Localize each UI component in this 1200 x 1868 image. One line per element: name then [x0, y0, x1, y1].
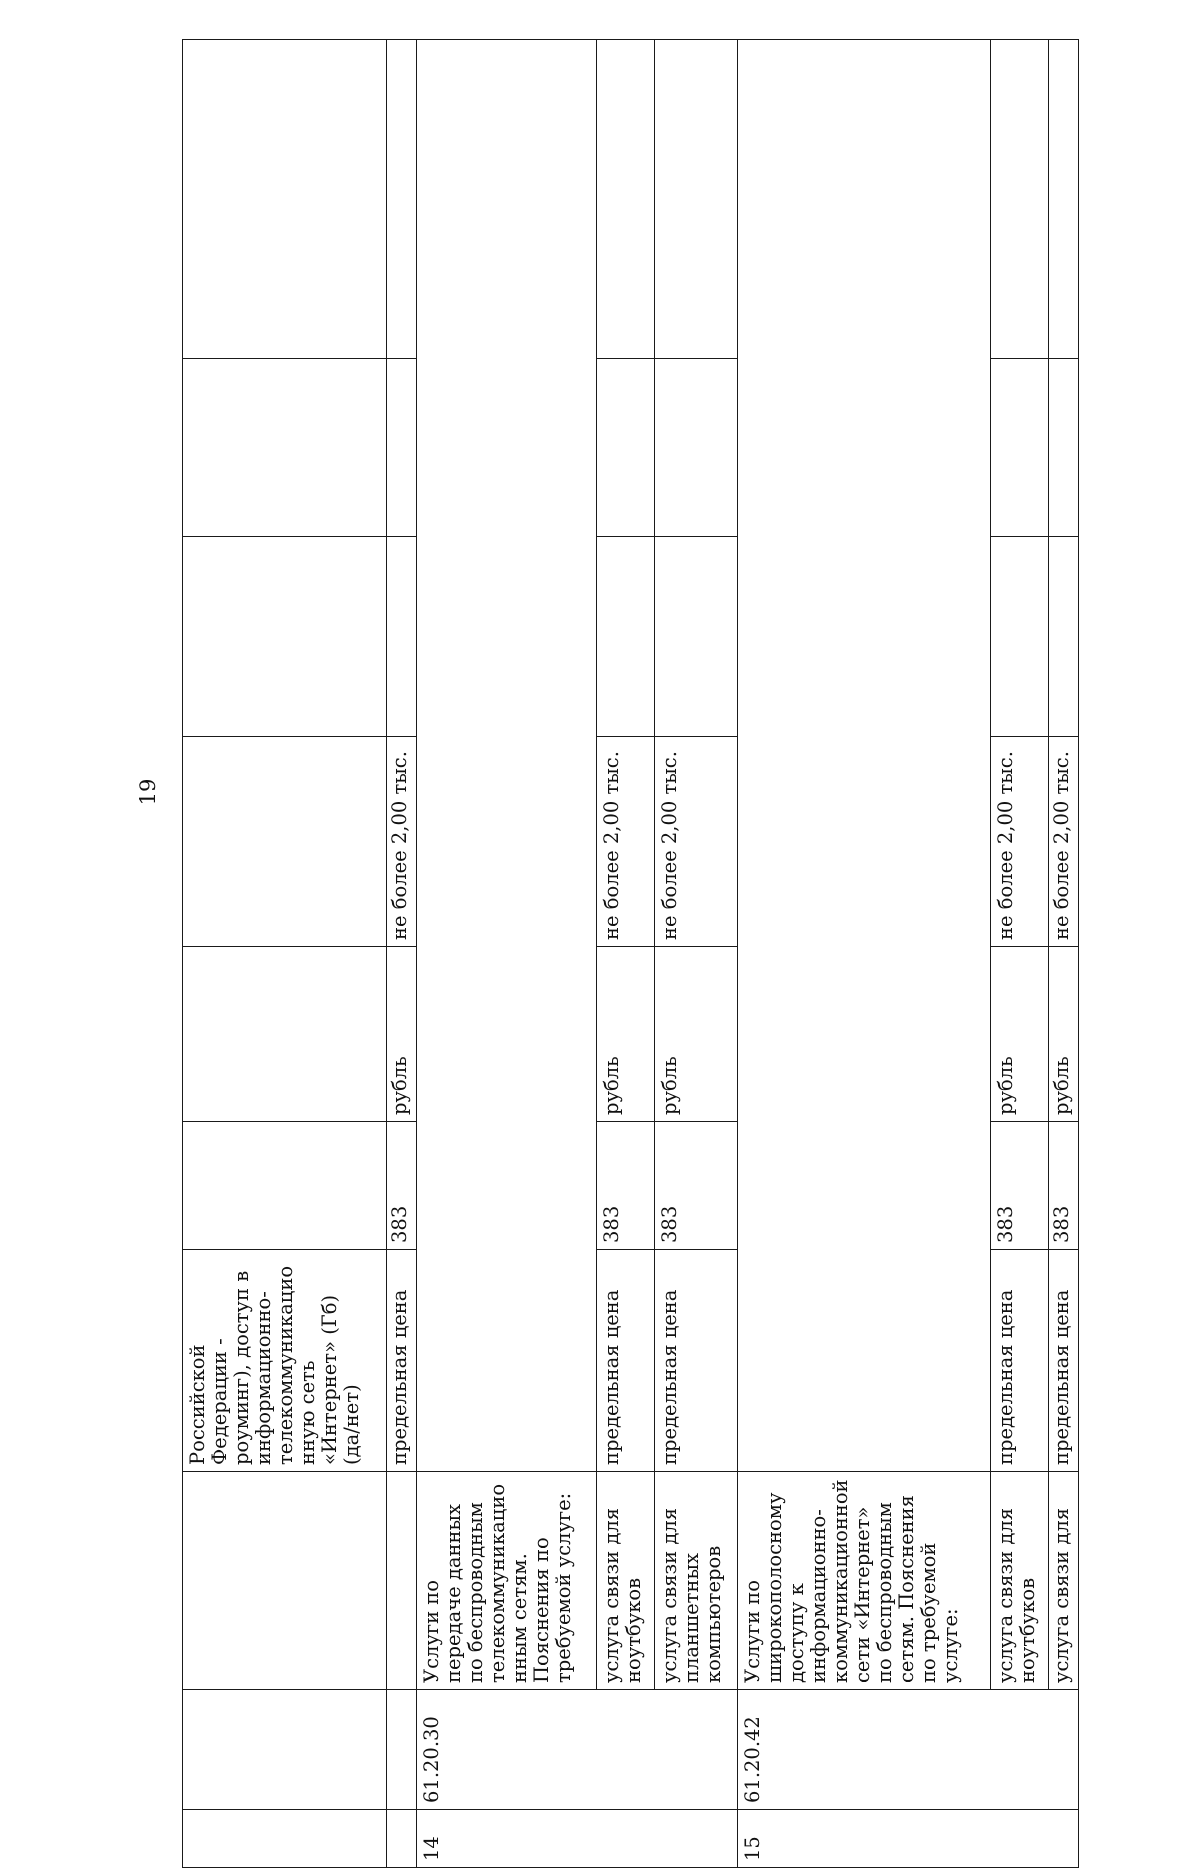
price-value: не более 2,00 тыс. [387, 737, 417, 947]
price-label: предельная цена [387, 1250, 417, 1472]
table-row [1049, 40, 1079, 1868]
continued-row [183, 40, 387, 1868]
cell-empty [183, 1690, 387, 1810]
cell-empty [655, 537, 738, 737]
cell-empty [183, 1122, 387, 1250]
cell-empty [596, 537, 654, 737]
price-label: предельная цена [655, 1250, 738, 1472]
cell-empty [1049, 40, 1079, 359]
cell-empty [990, 359, 1048, 537]
continued-characteristic: Российской Федерации - роуминг), доступ в информационно-телекоммуникационную сеть «Интернет» (Гб) (да/нет) [183, 1250, 387, 1472]
okei-code: 383 [387, 1122, 417, 1250]
unit-name: рубль [655, 947, 738, 1122]
price-value: не более 2,00 тыс. [990, 737, 1048, 947]
service-desc: услуга связи для ноутбуков [990, 1472, 1048, 1690]
row-number: 15 [738, 1810, 1079, 1868]
cell-empty [183, 537, 387, 737]
table-row [655, 40, 738, 1868]
cell-empty [416, 40, 596, 1472]
service-desc: услуга связи для [1049, 1472, 1079, 1690]
okei-code: 383 [1049, 1122, 1079, 1250]
cell-empty [655, 359, 738, 537]
okpd-code: 61.20.30 [416, 1690, 737, 1810]
cell-empty [183, 1810, 387, 1868]
cell-empty [387, 359, 417, 537]
okei-code: 383 [990, 1122, 1048, 1250]
cell-empty [387, 537, 417, 737]
continued-price-row [387, 40, 417, 1868]
cell-empty [387, 40, 417, 359]
cell-empty [183, 359, 387, 537]
cell-empty [387, 1690, 417, 1810]
cell-empty [183, 1472, 387, 1690]
service-desc: услуга связи для планшетных компьютеров [655, 1472, 738, 1690]
cell-empty [1049, 359, 1079, 537]
service-name: Услуги по широкополосному доступу к информационно-коммуникационной сети «Интернет» по беспроводным сетям. Пояснения по требуемой услуге: [738, 1472, 991, 1690]
okei-code: 383 [655, 1122, 738, 1250]
table-row [596, 40, 654, 1868]
unit-name: рубль [1049, 947, 1079, 1122]
unit-name: рубль [596, 947, 654, 1122]
price-value: не более 2,00 тыс. [1049, 737, 1079, 947]
cell-empty [596, 359, 654, 537]
unit-name: рубль [387, 947, 417, 1122]
price-label: предельная цена [990, 1250, 1048, 1472]
price-label: предельная цена [1049, 1250, 1079, 1472]
cell-empty [990, 537, 1048, 737]
price-value: не более 2,00 тыс. [655, 737, 738, 947]
row-number: 14 [416, 1810, 737, 1868]
okpd-code: 61.20.42 [738, 1690, 1079, 1810]
cell-empty [655, 40, 738, 359]
cell-empty [183, 947, 387, 1122]
service-desc: услуга связи для ноутбуков [596, 1472, 654, 1690]
page-number: 19 [136, 778, 160, 806]
cell-empty [387, 1810, 417, 1868]
table-row-14-header [416, 40, 596, 1868]
cell-empty [738, 40, 991, 1472]
cell-empty [183, 737, 387, 947]
cell-empty [387, 1472, 417, 1690]
price-value: не более 2,00 тыс. [596, 737, 654, 947]
price-label: предельная цена [596, 1250, 654, 1472]
cell-empty [183, 40, 387, 359]
cell-empty [990, 40, 1048, 359]
unit-name: рубль [990, 947, 1048, 1122]
cell-empty [596, 40, 654, 359]
rotated-table-container [182, 40, 1079, 1868]
service-name: Услуги по передаче данных по беспроводным телекоммуникационным сетям. Пояснения по требуемой услуге: [416, 1472, 596, 1690]
requirements-table [182, 39, 1079, 1868]
table-row-15-header [738, 40, 991, 1868]
cell-empty [1049, 537, 1079, 737]
table-row [990, 40, 1048, 1868]
okei-code: 383 [596, 1122, 654, 1250]
